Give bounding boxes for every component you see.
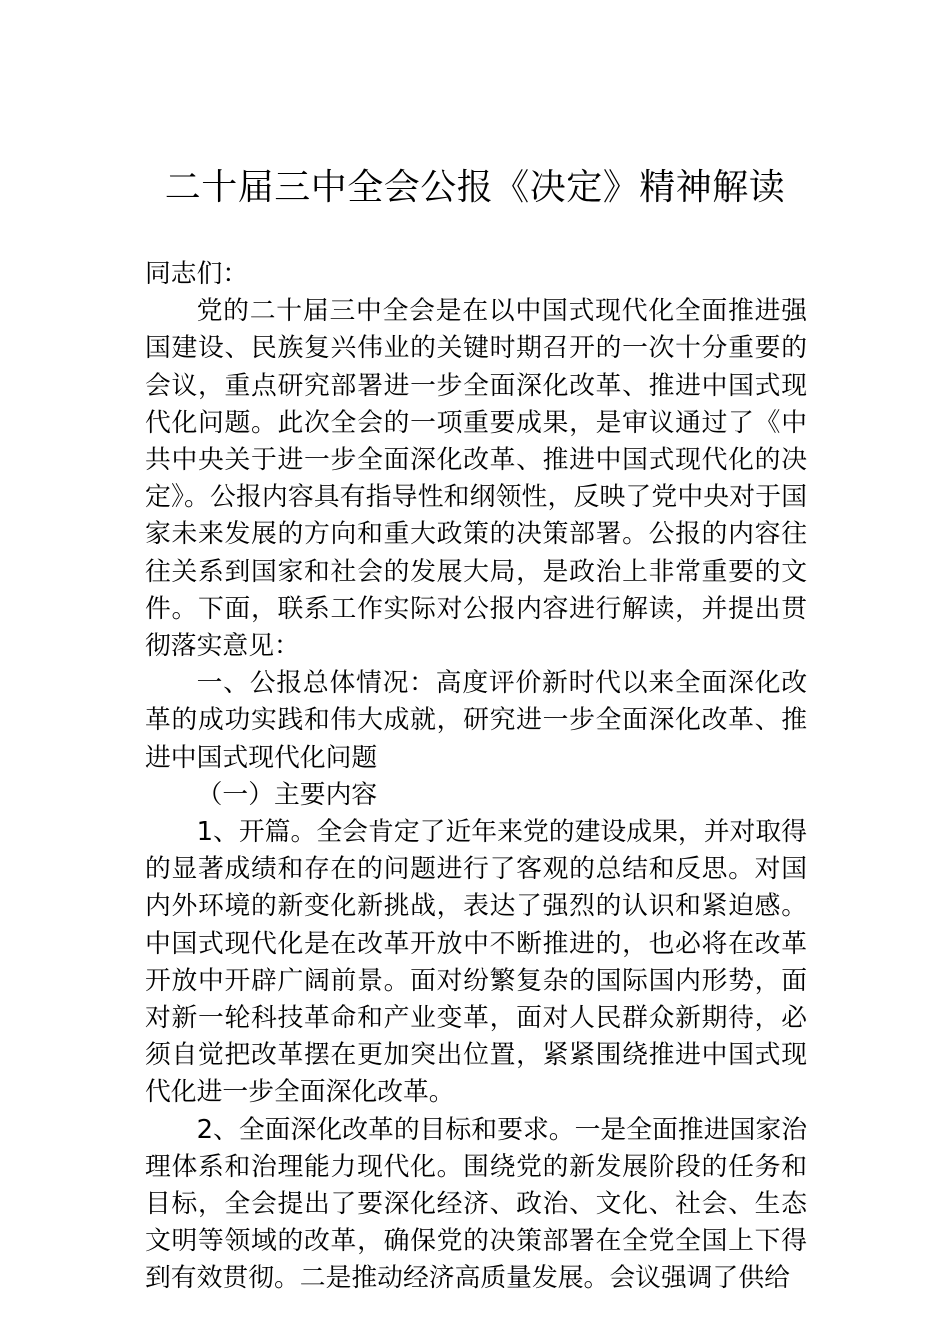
paragraph-intro: 党的二十届三中全会是在以中国式现代化全面推进强国建设、民族复兴伟业的关键时期召开的一次十分重要的会议，重点研究部署进一步全面深化改革、推进中国式现代化问题。此次全会的一项重要成果，是审议通过了《中共中央关于进一步全面深化改革、推进中国式现代化的决定》。公报内容具有指导性和纲领性，反映了党中央对于国家未来发展的方向和重大政策的决策部署。公报的内容往往关系到国家和社会的发展大局，是政治上非常重要的文件。下面，联系工作实际对公报内容进行解读，并提出贯彻落实意见： bbox=[145, 296, 807, 662]
heading-section-one: 一、公报总体情况：高度评价新时代以来全面深化改革的成功实践和伟大成就，研究进一步全面深化改革、推进中国式现代化问题 bbox=[145, 668, 807, 773]
document-body bbox=[145, 256, 807, 1298]
heading-main-content: （一）主要内容 bbox=[196, 779, 378, 810]
paragraph-reform-goals: 2、全面深化改革的目标和要求。一是全面推进国家治理体系和治理能力现代化。围绕党的新发展阶段的任务和目标，全会提出了要深化经济、政治、文化、社会、生态文明等领域的改革，确保党的决策部署在全党全国上下得到有效贯彻。二是推动经济高质量发展。会议强调了供给 bbox=[145, 1114, 807, 1294]
document-title: 二十届三中全会公报《决定》精神解读 bbox=[164, 167, 786, 208]
salutation: 同志们： bbox=[145, 259, 249, 289]
paragraph-opening: 1、开篇。全会肯定了近年来党的建设成果，并对取得的显著成绩和存在的问题进行了客观的总结和反思。对国内外环境的新变化新挑战，表达了强烈的认识和紧迫感。中国式现代化是在改革开放中不断推进的，也必将在改革开放中开辟广阔前景。面对纷繁复杂的国际国内形势，面对新一轮科技革命和产业变革，面对人民群众新期待，必须自觉把改革摆在更加突出位置，紧紧围绕推进中国式现代化进一步全面深化改革。 bbox=[145, 817, 807, 1108]
